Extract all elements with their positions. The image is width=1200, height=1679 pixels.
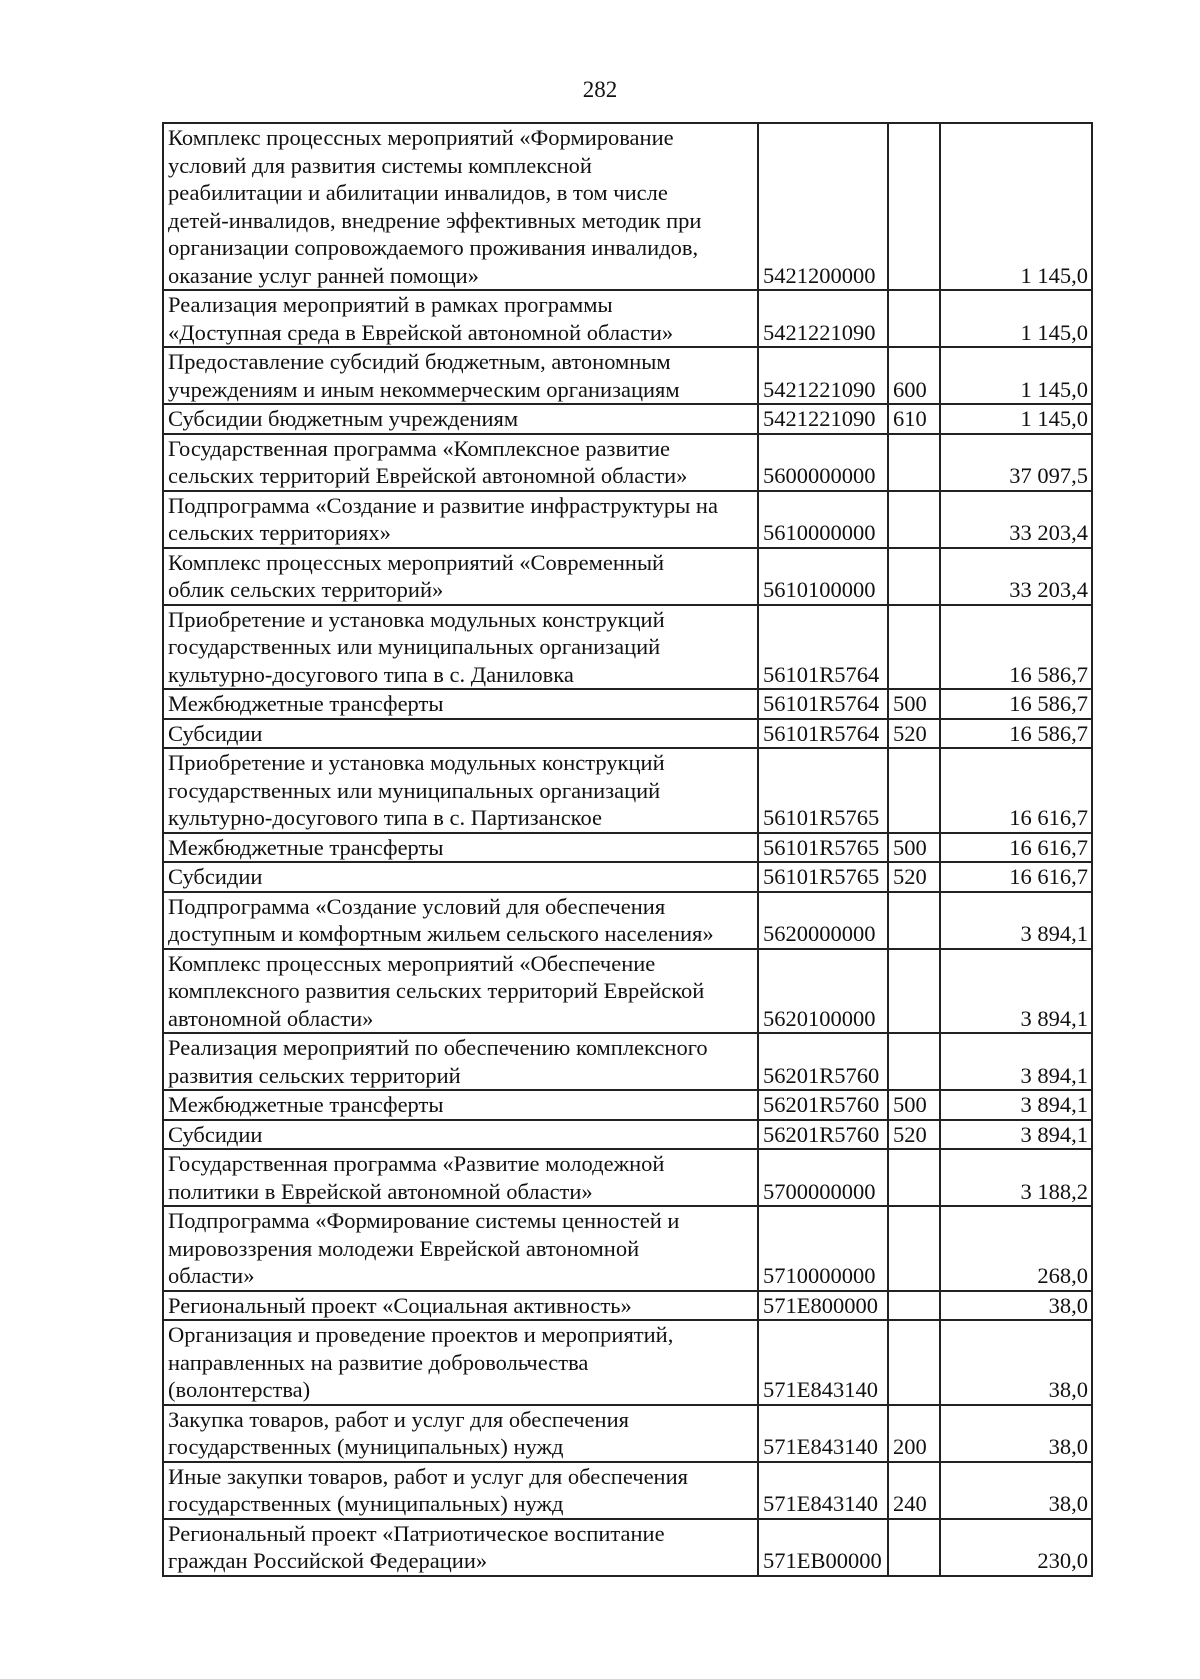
item-name-line: Подпрограмма «Создание и развитие инфраструктуры на [168, 492, 718, 518]
item-name-cell [163, 862, 758, 892]
table-row [163, 892, 1092, 949]
amount-cell: 3 894,1 [940, 1090, 1092, 1120]
item-name-line: культурно-досугового типа в с. Даниловка [168, 661, 574, 687]
item-name-cell [163, 434, 758, 491]
item-name-cell [163, 290, 758, 347]
item-name-cell [163, 123, 758, 290]
item-name-line: Подпрограмма «Создание условий для обеспечения [168, 893, 666, 919]
budget-table [162, 122, 1093, 1577]
target-article-cell: 5710000000 [758, 1206, 888, 1291]
table-row [163, 748, 1092, 833]
target-article-cell: 56201R5760 [758, 1033, 888, 1090]
expense-type-cell [888, 1206, 940, 1291]
amount-cell: 33 203,4 [940, 491, 1092, 548]
expense-type-cell: 600 [888, 347, 940, 404]
item-name-line: оказание услуг ранней помощи» [168, 262, 479, 288]
amount-cell: 268,0 [940, 1206, 1092, 1291]
item-name-line: детей-инвалидов, внедрение эффективных методик при [168, 207, 702, 233]
table-row [163, 290, 1092, 347]
target-article-cell: 56101R5765 [758, 833, 888, 863]
table-row [163, 1090, 1092, 1120]
item-name-line: Межбюджетные трансферты [168, 834, 444, 860]
expense-type-cell [888, 491, 940, 548]
item-name-cell [163, 404, 758, 434]
amount-cell: 16 586,7 [940, 719, 1092, 749]
target-article-cell: 5421221090 [758, 404, 888, 434]
item-name-line: Межбюджетные трансферты [168, 1092, 444, 1117]
item-name-line: граждан Российской Федерации» [168, 1548, 488, 1573]
item-name-line: политики в Еврейской автономной области» [168, 1178, 593, 1204]
target-article-cell: 56201R5760 [758, 1120, 888, 1150]
table-row [163, 1320, 1092, 1405]
item-name-line: мировоззрения молодежи Еврейской автономной [168, 1235, 640, 1261]
amount-cell: 230,0 [940, 1519, 1092, 1576]
amount-cell: 16 616,7 [940, 833, 1092, 863]
page-number: 282 [582, 77, 618, 102]
target-article-cell: 571E843140 [758, 1405, 888, 1462]
table-row [163, 949, 1092, 1034]
item-name-cell [163, 892, 758, 949]
item-name-line: Подпрограмма «Формирование системы ценностей и [168, 1208, 680, 1233]
table-row [163, 1291, 1092, 1321]
target-article-cell: 56101R5765 [758, 748, 888, 833]
item-name-line: Реализация мероприятий по обеспечению комплексного [168, 1035, 708, 1060]
expense-type-cell: 500 [888, 689, 940, 719]
item-name-cell [163, 548, 758, 605]
expense-type-cell: 500 [888, 1090, 940, 1120]
expense-type-cell: 520 [888, 719, 940, 749]
item-name-line: реабилитации и абилитации инвалидов, в том числе [168, 180, 668, 205]
target-article-cell: 56101R5764 [758, 689, 888, 719]
table-row [163, 862, 1092, 892]
expense-type-cell: 520 [888, 862, 940, 892]
expense-type-cell [888, 548, 940, 605]
amount-cell: 3 894,1 [940, 1120, 1092, 1150]
item-name-line: государственных или муниципальных организаций [168, 634, 661, 659]
expense-type-cell [888, 892, 940, 949]
item-name-cell [163, 1120, 758, 1150]
target-article-cell: 571E843140 [758, 1462, 888, 1519]
item-name-line: культурно-досугового типа в с. Партизанское [168, 805, 602, 830]
expense-type-cell [888, 434, 940, 491]
item-name-line: Субсидии [168, 864, 263, 889]
expense-type-cell [888, 290, 940, 347]
item-name-line: организации сопровождаемого проживания инвалидов, [168, 235, 699, 260]
table-row [163, 719, 1092, 749]
target-article-cell: 5700000000 [758, 1149, 888, 1206]
item-name-line: сельских территориях» [168, 520, 391, 545]
table-row [163, 123, 1092, 290]
target-article-cell: 5600000000 [758, 434, 888, 491]
item-name-line: Государственная программа «Комплексное развитие [168, 435, 670, 461]
item-name-line: доступным и комфортным жильем сельского населения» [168, 921, 714, 946]
item-name-cell [163, 491, 758, 548]
item-name-cell [163, 748, 758, 833]
table-row [163, 1405, 1092, 1462]
item-name-line: комплексного развития сельских территорий Еврейской [168, 978, 705, 1003]
item-name-line: Субсидии [168, 720, 263, 746]
item-name-line: Иные закупки товаров, работ и услуг для обеспечения [168, 1463, 688, 1489]
item-name-line: автономной области» [168, 1005, 374, 1031]
item-name-line: Межбюджетные трансферты [168, 691, 444, 716]
item-name-line: направленных на развитие добровольчества [168, 1349, 589, 1375]
expense-type-cell: 520 [888, 1120, 940, 1150]
item-name-cell [163, 689, 758, 719]
target-article-cell: 56101R5765 [758, 862, 888, 892]
target-article-cell: 571E800000 [758, 1291, 888, 1321]
item-name-line: «Доступная среда в Еврейской автономной области» [168, 319, 674, 345]
item-name-line: условий для развития системы комплексной [168, 152, 592, 178]
amount-cell: 3 894,1 [940, 892, 1092, 949]
item-name-line: Комплекс процессных мероприятий «Формирование [168, 125, 674, 150]
amount-cell: 3 894,1 [940, 949, 1092, 1034]
expense-type-cell [888, 748, 940, 833]
item-name-line: Комплекс процессных мероприятий «Обеспечение [168, 950, 656, 976]
expense-type-cell [888, 605, 940, 690]
table-row [163, 347, 1092, 404]
item-name-line: Приобретение и установка модульных конструкций [168, 750, 665, 775]
table-row [163, 1462, 1092, 1519]
expense-type-cell [888, 949, 940, 1034]
amount-cell: 16 616,7 [940, 862, 1092, 892]
target-article-cell: 5620100000 [758, 949, 888, 1034]
expense-type-cell [888, 1033, 940, 1090]
amount-cell: 16 586,7 [940, 605, 1092, 690]
table-row [163, 1149, 1092, 1206]
target-article-cell: 5421221090 [758, 290, 888, 347]
item-name-cell [163, 719, 758, 749]
amount-cell: 38,0 [940, 1291, 1092, 1321]
item-name-line: Комплекс процессных мероприятий «Современный [168, 549, 665, 575]
target-article-cell: 5421221090 [758, 347, 888, 404]
table-row [163, 434, 1092, 491]
amount-cell: 38,0 [940, 1462, 1092, 1519]
amount-cell: 33 203,4 [940, 548, 1092, 605]
item-name-cell [163, 1291, 758, 1321]
item-name-cell [163, 1519, 758, 1576]
expense-type-cell [888, 1320, 940, 1405]
item-name-line: облик сельских территорий» [168, 577, 444, 602]
budget-table-body [163, 123, 1092, 1576]
amount-cell: 1 145,0 [940, 347, 1092, 404]
item-name-cell [163, 1405, 758, 1462]
target-article-cell: 571EB00000 [758, 1519, 888, 1576]
amount-cell: 37 097,5 [940, 434, 1092, 491]
item-name-line: Региональный проект «Социальная активность» [168, 1292, 632, 1318]
item-name-line: государственных (муниципальных) нужд [168, 1491, 564, 1516]
target-article-cell: 5610100000 [758, 548, 888, 605]
item-name-cell [163, 949, 758, 1034]
table-row [163, 1206, 1092, 1291]
item-name-line: Приобретение и установка модульных конструкций [168, 606, 665, 632]
target-article-cell: 571E843140 [758, 1320, 888, 1405]
item-name-line: государственных или муниципальных организаций [168, 777, 661, 803]
expense-type-cell [888, 123, 940, 290]
item-name-line: области» [168, 1263, 255, 1288]
amount-cell: 38,0 [940, 1405, 1092, 1462]
amount-cell: 1 145,0 [940, 123, 1092, 290]
amount-cell: 3 188,2 [940, 1149, 1092, 1206]
item-name-line: государственных (муниципальных) нужд [168, 1434, 564, 1459]
table-row [163, 1519, 1092, 1576]
item-name-cell [163, 1320, 758, 1405]
amount-cell: 16 586,7 [940, 689, 1092, 719]
item-name-line: (волонтерства) [168, 1377, 311, 1402]
target-article-cell: 5620000000 [758, 892, 888, 949]
item-name-cell [163, 347, 758, 404]
item-name-line: Субсидии [168, 1121, 263, 1147]
item-name-line: Предоставление субсидий бюджетным, автономным [168, 349, 671, 374]
table-row [163, 404, 1092, 434]
expense-type-cell [888, 1291, 940, 1321]
item-name-cell [163, 1090, 758, 1120]
expense-type-cell: 200 [888, 1405, 940, 1462]
item-name-line: Региональный проект «Патриотическое воспитание [168, 1520, 665, 1546]
item-name-line: Субсидии бюджетным учреждениям [168, 406, 519, 431]
item-name-line: Государственная программа «Развитие молодежной [168, 1151, 665, 1176]
amount-cell: 16 616,7 [940, 748, 1092, 833]
target-article-cell: 5421200000 [758, 123, 888, 290]
expense-type-cell: 610 [888, 404, 940, 434]
target-article-cell: 56201R5760 [758, 1090, 888, 1120]
table-row [163, 605, 1092, 690]
table-row [163, 1033, 1092, 1090]
target-article-cell: 5610000000 [758, 491, 888, 548]
amount-cell: 1 145,0 [940, 290, 1092, 347]
item-name-cell [163, 1462, 758, 1519]
item-name-line: Реализация мероприятий в рамках программы [168, 292, 613, 317]
target-article-cell: 56101R5764 [758, 605, 888, 690]
table-row [163, 491, 1092, 548]
amount-cell: 38,0 [940, 1320, 1092, 1405]
item-name-line: сельских территорий Еврейской автономной области» [168, 463, 688, 488]
expense-type-cell [888, 1519, 940, 1576]
table-row [163, 548, 1092, 605]
item-name-line: Организация и проведение проектов и мероприятий, [168, 1322, 674, 1347]
item-name-cell [163, 1033, 758, 1090]
item-name-cell [163, 1149, 758, 1206]
item-name-cell [163, 1206, 758, 1291]
amount-cell: 1 145,0 [940, 404, 1092, 434]
target-article-cell: 56101R5764 [758, 719, 888, 749]
expense-type-cell [888, 1149, 940, 1206]
item-name-line: развития сельских территорий [168, 1062, 461, 1088]
expense-type-cell: 500 [888, 833, 940, 863]
table-row [163, 1120, 1092, 1150]
item-name-cell [163, 833, 758, 863]
table-row [163, 689, 1092, 719]
item-name-line: учреждениям и иным некоммерческим организациям [168, 376, 680, 402]
item-name-cell [163, 605, 758, 690]
item-name-line: Закупка товаров, работ и услуг для обеспечения [168, 1406, 629, 1432]
table-row [163, 833, 1092, 863]
expense-type-cell: 240 [888, 1462, 940, 1519]
amount-cell: 3 894,1 [940, 1033, 1092, 1090]
